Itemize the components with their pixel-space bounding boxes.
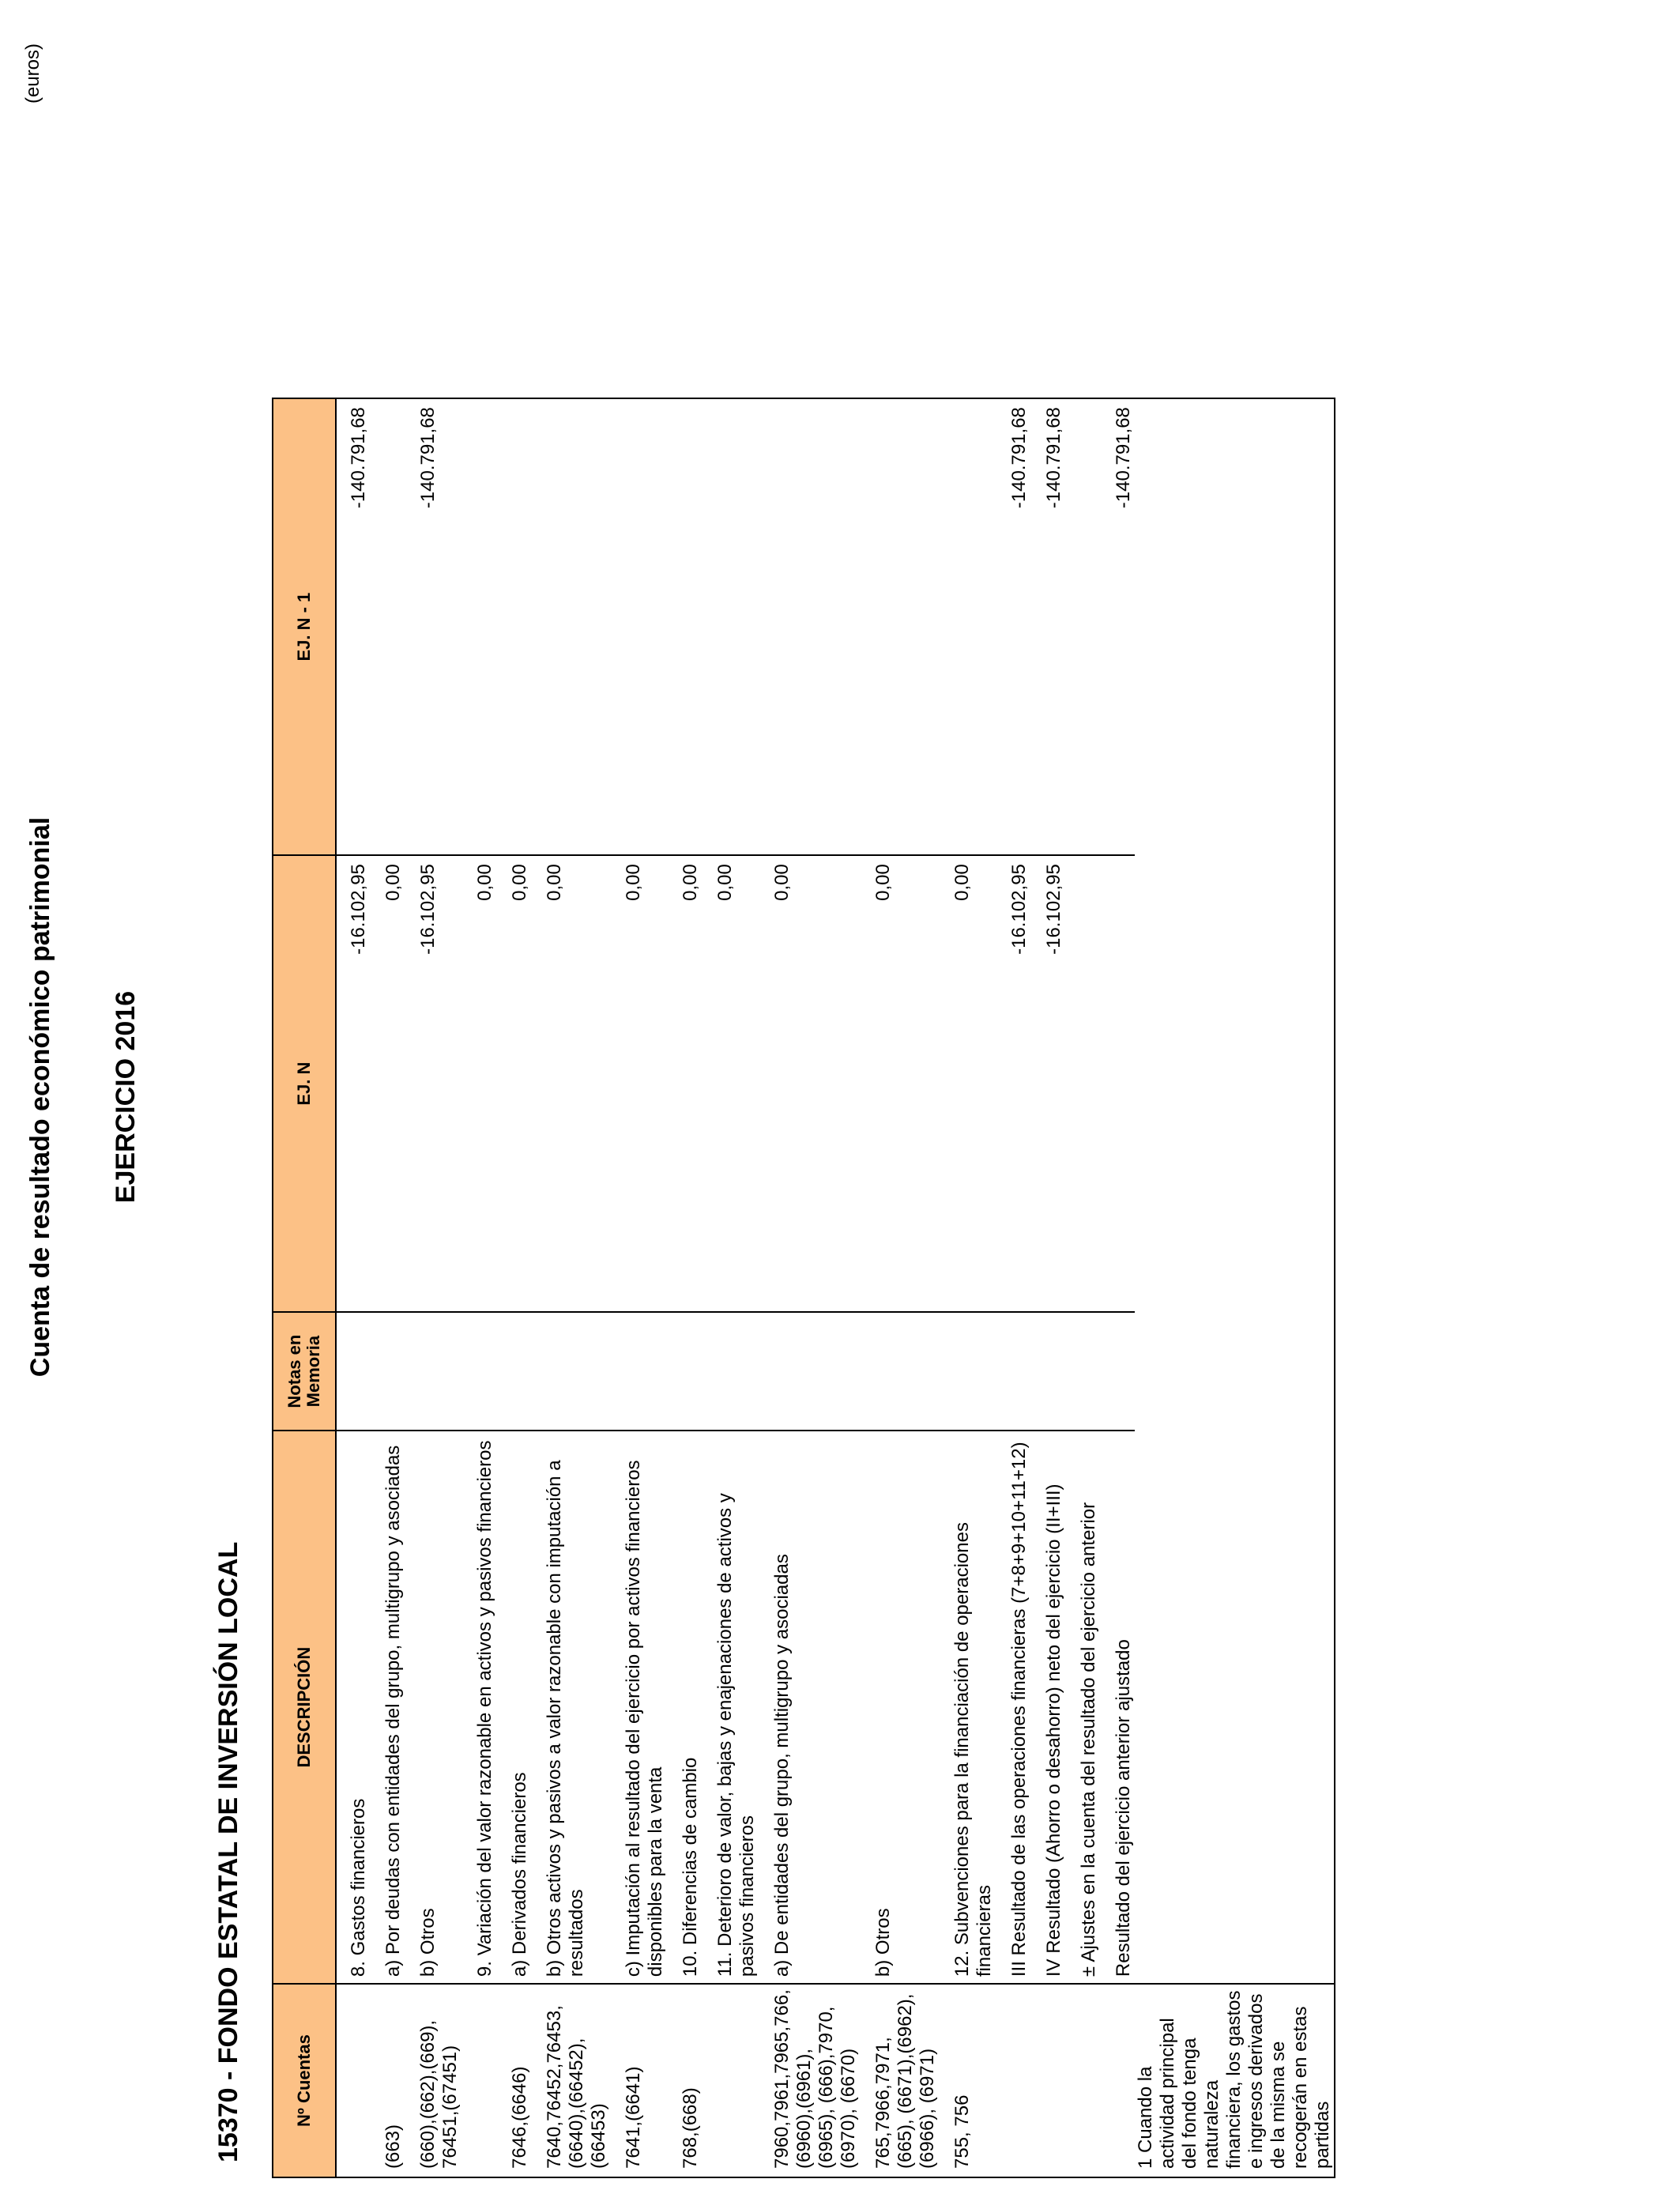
row-accounts: 7641,(6641): [610, 1984, 667, 2177]
table-row: [405, 398, 461, 2177]
table-row: [860, 398, 939, 2177]
row-previous-value: [1065, 398, 1100, 855]
row-description: 9. Variación del valor razonable en activos y pasivos financieros: [461, 1431, 496, 1984]
header-notes: Notas en Memoria: [273, 1312, 336, 1431]
entity-name: 15370 - FONDO ESTATAL DE INVERSIÓN LOCAL: [213, 1541, 243, 2162]
row-accounts: 7640,76452,76453, (6640),(66452),(66453): [531, 1984, 610, 2177]
row-previous-value: -140.791,68: [336, 398, 370, 855]
row-previous-value: [461, 398, 496, 855]
row-previous-value: [939, 398, 996, 855]
table-row: [1030, 398, 1065, 2177]
table-row: [461, 398, 496, 2177]
header-accounts: Nº Cuentas: [273, 1984, 336, 2177]
row-current-value: -16.102,95: [996, 855, 1030, 1312]
table-row: [1100, 398, 1135, 2177]
row-description: b) Otros: [860, 1431, 939, 1984]
row-notes: [1030, 1312, 1065, 1431]
currency-units: (euros): [22, 43, 43, 104]
row-previous-value: [531, 398, 610, 855]
row-current-value: -16.102,95: [336, 855, 370, 1312]
row-notes: [1065, 1312, 1100, 1431]
row-accounts: [461, 1984, 496, 2177]
row-description: 8. Gastos financieros: [336, 1431, 370, 1984]
row-previous-value: [702, 398, 759, 855]
row-accounts: (660),(662),(669), 76451,(67451): [405, 1984, 461, 2177]
row-current-value: 0,00: [702, 855, 759, 1312]
row-accounts: [1100, 1984, 1135, 2177]
row-current-value: 0,00: [496, 855, 531, 1312]
row-notes: [996, 1312, 1030, 1431]
row-current-value: [1100, 855, 1135, 1312]
footnote-row: [1135, 398, 1335, 2177]
row-accounts: [1065, 1984, 1100, 2177]
row-notes: [370, 1312, 405, 1431]
table-header-row: [273, 398, 336, 2177]
report-title: Cuenta de resultado económico patrimonial: [25, 816, 55, 1378]
row-description: III Resultado de las operaciones financieras (7+8+9+10+11+12): [996, 1431, 1030, 1984]
row-description: a) Derivados financieros: [496, 1431, 531, 1984]
row-previous-value: [860, 398, 939, 855]
row-description: b) Otros: [405, 1431, 461, 1984]
row-notes: [702, 1312, 759, 1431]
row-description: Resultado del ejercicio anterior ajustado: [1100, 1431, 1135, 1984]
row-current-value: 0,00: [531, 855, 610, 1312]
row-description: 11. Deterioro de valor, bajas y enajenaciones de activos y pasivos financieros: [702, 1431, 759, 1984]
row-previous-value: [610, 398, 667, 855]
row-accounts: (663): [370, 1984, 405, 2177]
row-previous-value: [667, 398, 702, 855]
table-row: [531, 398, 610, 2177]
row-current-value: 0,00: [610, 855, 667, 1312]
exercise-year: EJERCICIO 2016: [111, 990, 141, 1204]
row-previous-value: -140.791,68: [1030, 398, 1065, 855]
row-accounts: [702, 1984, 759, 2177]
row-notes: [939, 1312, 996, 1431]
table-row: [610, 398, 667, 2177]
row-description: 10. Diferencias de cambio: [667, 1431, 702, 1984]
row-description: ± Ajustes en la cuenta del resultado del ejercicio anterior: [1065, 1431, 1100, 1984]
row-accounts: 7646,(6646): [496, 1984, 531, 2177]
table-row: [370, 398, 405, 2177]
row-accounts: 7960,7961,7965,766, (6960),(6961),(6965), (666),7970,(6970), (6670): [759, 1984, 860, 2177]
row-previous-value: -140.791,68: [996, 398, 1030, 855]
table-row: [759, 398, 860, 2177]
row-previous-value: [496, 398, 531, 855]
footnote-filler: [1135, 398, 1335, 1984]
row-notes: [496, 1312, 531, 1431]
row-current-value: 0,00: [939, 855, 996, 1312]
row-previous-value: -140.791,68: [405, 398, 461, 855]
header-previous-year: EJ. N - 1: [273, 398, 336, 855]
table-row: [996, 398, 1030, 2177]
row-description: a) Por deudas con entidades del grupo, multigrupo y asociadas: [370, 1431, 405, 1984]
row-notes: [667, 1312, 702, 1431]
row-current-value: 0,00: [461, 855, 496, 1312]
table-row: [702, 398, 759, 2177]
header-current-year: EJ. N: [273, 855, 336, 1312]
row-notes: [759, 1312, 860, 1431]
footnote-cell: [1135, 1984, 1335, 2177]
row-accounts: [996, 1984, 1030, 2177]
header-description: DESCRIPCIÓN: [273, 1431, 336, 1984]
row-notes: [1100, 1312, 1135, 1431]
row-description: a) De entidades del grupo, multigrupo y asociadas: [759, 1431, 860, 1984]
row-accounts: 755, 756: [939, 1984, 996, 2177]
table-row: [496, 398, 531, 2177]
table-row: [1065, 398, 1100, 2177]
row-notes: [860, 1312, 939, 1431]
row-current-value: 0,00: [759, 855, 860, 1312]
row-notes: [531, 1312, 610, 1431]
row-description: 12. Subvenciones para la financiación de operaciones financieras: [939, 1431, 996, 1984]
row-current-value: -16.102,95: [405, 855, 461, 1312]
row-previous-value: [759, 398, 860, 855]
row-current-value: 0,00: [667, 855, 702, 1312]
footnote-text: 1 Cuando la actividad principal del fondo tenga naturaleza financiera, los gastos e ingresos derivados de la misma se recogerán en estas partidas: [1135, 1990, 1333, 2169]
row-current-value: 0,00: [860, 855, 939, 1312]
row-description: b) Otros activos y pasivos a valor razonable con imputación a resultados: [531, 1431, 610, 1984]
table-row: [667, 398, 702, 2177]
row-notes: [405, 1312, 461, 1431]
row-current-value: [1065, 855, 1100, 1312]
row-previous-value: -140.791,68: [1100, 398, 1135, 855]
row-description: IV Resultado (Ahorro o desahorro) neto del ejercicio (II+III): [1030, 1431, 1065, 1984]
row-current-value: -16.102,95: [1030, 855, 1065, 1312]
table-row: [939, 398, 996, 2177]
row-current-value: 0,00: [370, 855, 405, 1312]
table-row: [336, 398, 370, 2177]
row-description: c) Imputación al resultado del ejercicio por activos financieros disponibles para la venta: [610, 1431, 667, 1984]
row-previous-value: [370, 398, 405, 855]
row-notes: [461, 1312, 496, 1431]
row-notes: [610, 1312, 667, 1431]
row-accounts: [1030, 1984, 1065, 2177]
row-notes: [336, 1312, 370, 1431]
row-accounts: 768,(668): [667, 1984, 702, 2177]
income-statement-table: [272, 398, 1335, 2178]
row-accounts: 765,7966,7971,(665), (6671),(6962),(6966), (6971): [860, 1984, 939, 2177]
row-accounts: [336, 1984, 370, 2177]
